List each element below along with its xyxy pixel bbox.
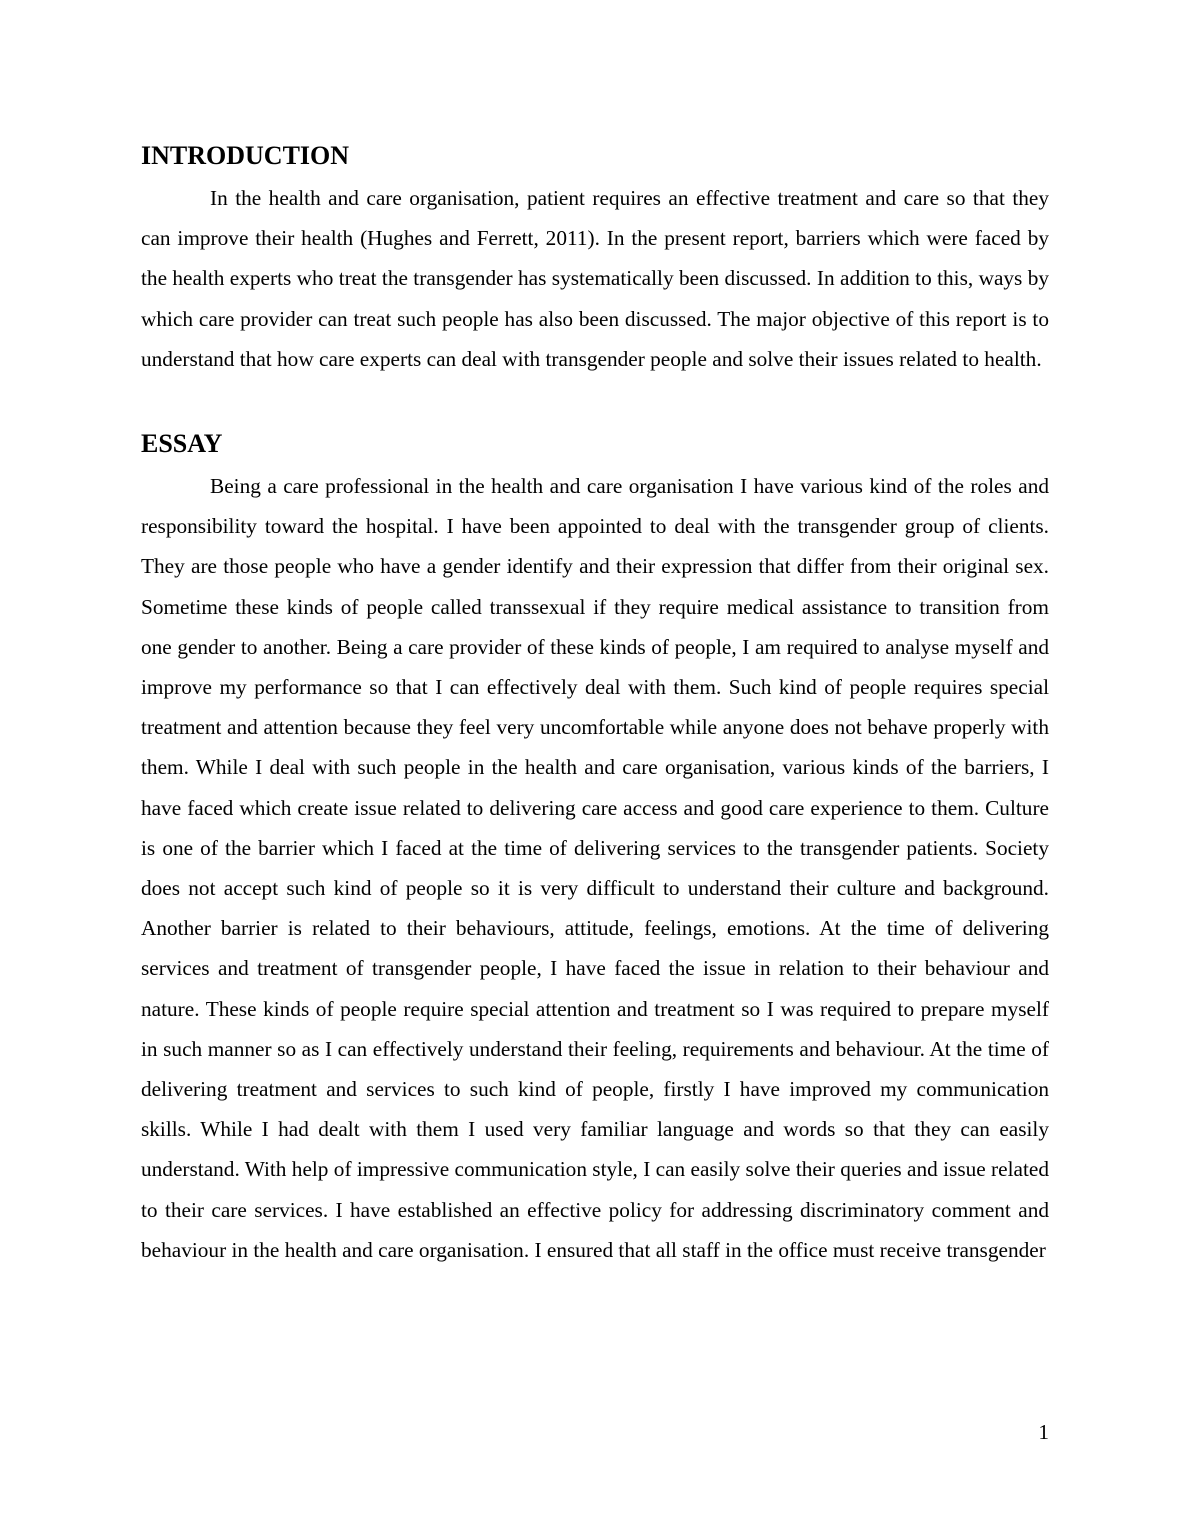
introduction-heading: INTRODUCTION [141,141,350,170]
introduction-paragraph: In the health and care organisation, patient requires an effective treatment and care so that they can improve their health (Hughes and Ferrett, 2011). In the present report, barriers which were faced by the health experts who treat the transgender has systematically been discussed. In addition to this, ways by which care provider can treat such people has also been discussed. The major objective of this report is to understand that how care experts can deal with transgender people and solve their issues related to health. [141,186,1049,371]
essay-heading: ESSAY [141,429,223,459]
essay-paragraph: Being a care professional in the health and care organisation I have various kind of the roles and responsibility toward the hospital. I have been appointed to deal with the transgender group of clients. They are those people who have a gender identify and their expression that differ from their original sex. Sometime these kinds of people called transsexual if they require medical assistance to transition from one gender to another. Being a care provider of these kinds of people, I am required to analyse myself and improve my performance so that I can effectively deal with them. Such kind of people requires special treatment and attention because they feel very uncomfortable while anyone does not behave properly with them. While I deal with such people in the health and care organisation, various kinds of the barriers, I have faced which create issue related to delivering care access and good care experience to them. Culture is one of the barrier which I faced at the time of delivering services to the transgender patients. Society does not accept such kind of people so it is very difficult to understand their culture and background. Another barrier is related to their behaviours, attitude, feelings, emotions. At the time of delivering services and treatment of transgender people, I have faced the issue in relation to their behaviour and nature. These kinds of people require special attention and treatment so I was required to prepare myself in such manner so as I can effectively understand their feeling, requirements and behaviour. At the time of delivering treatment and services to such kind of people, firstly I have improved my communication skills. While I had dealt with them I used very familiar language and words so that they can easily understand. With help of impressive communication style, I can easily solve their queries and issue related to their care services. I have established an effective policy for addressing discriminatory comment and behaviour in the health and care organisation. I ensured that all staff in the office must receive transgender [141,474,1049,1262]
page-content [141,138,1049,1270]
page-number: 1 [1038,1420,1049,1444]
